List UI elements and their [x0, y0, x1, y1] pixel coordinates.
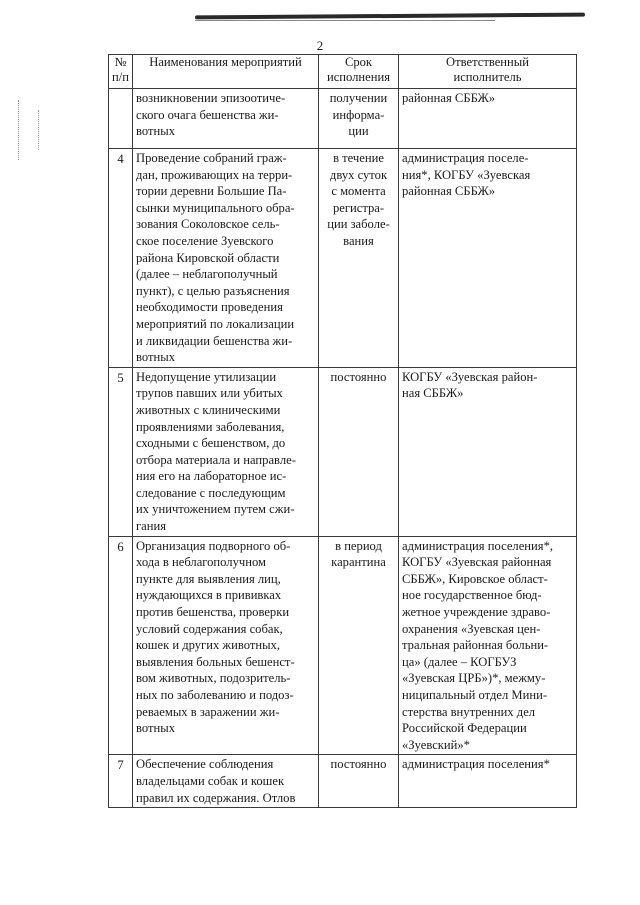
page-number: 2 — [316, 38, 324, 53]
header-name: Наименования мероприятий — [133, 55, 319, 89]
measure-responsible: администрация поселения* — [399, 755, 577, 808]
measure-name: Проведение собраний граж- дан, проживающих на терри- тории деревни Большие Па- сынки муниципального обра- зования Соколовское сель- ское поселение Зуевского района Кировской области (далее – неблагополучный пункт), с целью разъяснения необходимости проведения мероприятий по локализации и ликвидации бешенства жи- вотных — [133, 149, 319, 368]
header-term: Срок исполнения — [319, 55, 399, 89]
measure-term: получении информа- ции — [319, 89, 399, 149]
measure-responsible: администрация поселе- ния*, КОГБУ «Зуевская районная СББЖ» — [399, 149, 577, 368]
measure-term: в период карантина — [319, 536, 399, 755]
measure-name: Обеспечение соблюдения владельцами собак и кошек правил их содержания. Отлов — [133, 755, 319, 808]
measure-responsible: КОГБУ «Зуевская район- ная СББЖ» — [399, 367, 577, 536]
table-row — [109, 367, 577, 536]
header-num: № п/п — [109, 55, 133, 89]
table-header-row — [109, 55, 577, 89]
measure-term: постоянно — [319, 367, 399, 536]
binding-marks — [38, 110, 45, 150]
row-number: 4 — [109, 149, 133, 368]
table-row — [109, 149, 577, 368]
measure-term: в течение двух суток с момента регистра- ции заболе- вания — [319, 149, 399, 368]
row-number: 5 — [109, 367, 133, 536]
row-number: 7 — [109, 755, 133, 808]
header-rule — [195, 13, 585, 20]
measures-table — [108, 54, 577, 808]
measure-term: постоянно — [319, 755, 399, 808]
measure-name: Недопущение утилизации трупов павших или убитых животных с клиническими проявлениями заболевания, сходными с бешенством, до отбора материала и направле- ния его на лабораторное ис- следование с последующим их уничтожением путем сжи- гания — [133, 367, 319, 536]
table-row — [109, 89, 577, 149]
row-number: 6 — [109, 536, 133, 755]
binding-marks — [18, 100, 25, 160]
measure-name: Организация подворного об- хода в неблагополучном пункте для выявления лиц, нуждающихся в прививках против бешенства, проверки условий содержания собак, кошек и других животных, выявления больных бешенст- вом животных, подозритель- ных по заболеванию и подоз- реваемых в заражении жи- вотных — [133, 536, 319, 755]
measure-responsible: администрация поселения*, КОГБУ «Зуевская районная СББЖ», Кировское област- ное государственное бюд- жетное учреждение здраво- охранения «Зуевская цен- тральная районная больни- ца» (далее – КОГБУЗ «Зуевская ЦРБ»)*, межму- ниципальный отдел Мини- стерства внутренних дел Российской Федерации «Зуевский»* — [399, 536, 577, 755]
table-row — [109, 536, 577, 755]
measure-name: возникновении эпизоотиче- ского очага бешенства жи- вотных — [133, 89, 319, 149]
header-responsible: Ответственный исполнитель — [399, 55, 577, 89]
row-number — [109, 89, 133, 149]
table-row — [109, 755, 577, 808]
measure-responsible: районная СББЖ» — [399, 89, 577, 149]
header-rule-thin — [195, 20, 495, 21]
